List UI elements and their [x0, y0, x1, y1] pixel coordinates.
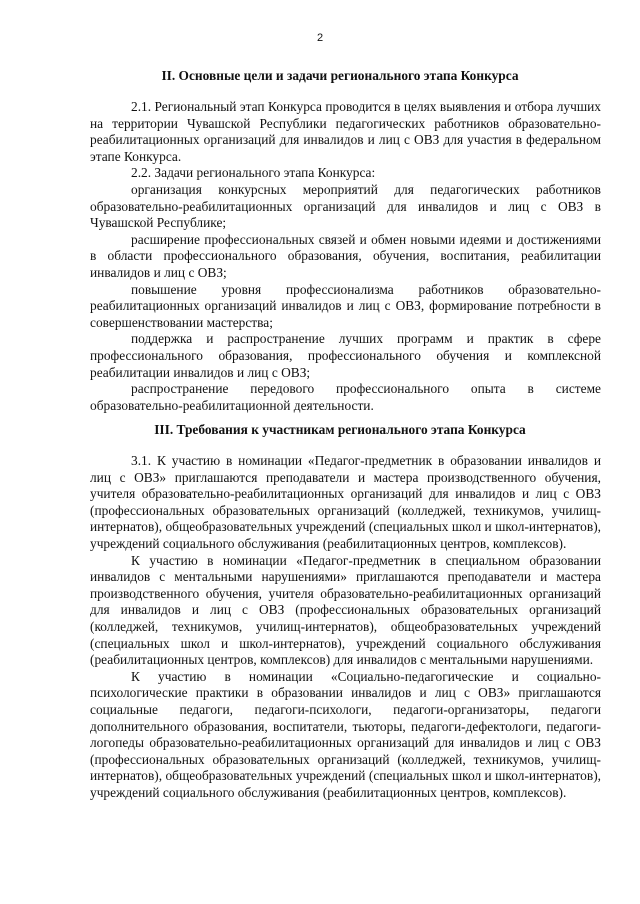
list-item: организация конкурсных мероприятий для педагогических работников образовательно-реабилитационных организаций для инвалидов и лиц с ОВЗ в Чувашской Республике;	[90, 181, 601, 231]
list-item: распространение передового профессионального опыта в системе образовательно-реабилитационной деятельности.	[90, 381, 601, 413]
paragraph: 3.1. К участию в номинации «Педагог-предметник в образовании инвалидов и лиц с ОВЗ» приглашаются преподаватели и мастера производственного обучения, учителя образовательно-реабилитационных организаций для инвалидов и лиц с ОВЗ (профессиональных образовательных организаций (колледжей, техникумов, училищ-интернатов), общеобразовательных учреждений (специальных школ и школ-интернатов), учреждений социального обслуживания (реабилитационных центров, комплексов).	[90, 453, 601, 551]
paragraph: 2.2. Задачи регионального этапа Конкурса:	[131, 165, 376, 181]
paragraph: К участию в номинации «Социально-педагогические и социально-психологические практики в образовании инвалидов и лиц с ОВЗ» приглашаются социальные педагоги, педагоги-психологи, педагоги-организаторы, педагоги дополнительного образования, воспитатели, тьюторы, педагоги-дефектологи, педагоги-логопеды образовательно-реабилитационных организаций для инвалидов и лиц с ОВЗ (профессиональных образовательных организаций (колледжей, техникумов, училищ-интернатов), общеобразовательных учреждений (специальных школ и школ-интернатов), учреждений социального обслуживания (реабилитационных центров, комплексов).	[90, 668, 601, 800]
page-number: 2	[316, 32, 324, 44]
section-2-heading: II. Основные цели и задачи регионального этапа Конкурса	[161, 68, 519, 83]
list-item: поддержка и распространение лучших программ и практик в сфере профессионального образования, профессионального обучения и комплексной реабилитации инвалидов и лиц с ОВЗ;	[90, 331, 601, 380]
section-3-body	[90, 453, 601, 801]
section-2-body	[90, 99, 601, 414]
list-item: повышение уровня профессионализма работников образовательно-реабилитационных организаций инвалидов и лиц с ОВЗ, формирование потребности в совершенствовании мастерства;	[90, 281, 601, 330]
paragraph: К участию в номинации «Педагог-предметник в специальном образовании инвалидов с ментальными нарушениями» приглашаются преподаватели и мастера производственного обучения, учителя образовательно-реабилитационных организаций для инвалидов и лиц с ОВЗ (профессиональных образовательных организаций (колледжей, техникумов, училищ-интернатов), общеобразовательных учреждений (специальных школ и школ-интернатов), учреждений социального обслуживания (реабилитационных центров, комплексов) для инвалидов с ментальными нарушениями.	[90, 552, 601, 668]
list-item: расширение профессиональных связей и обмен новыми идеями и достижениями в области профессионального образования, обучения, воспитания, реабилитации инвалидов и лиц с ОВЗ;	[90, 231, 601, 280]
section-3-heading: III. Требования к участникам регионального этапа Конкурса	[154, 422, 526, 437]
paragraph: 2.1. Региональный этап Конкурса проводится в целях выявления и отбора лучших на территории Чувашской Республики педагогических работников образовательно-реабилитационных организаций для инвалидов и лиц с ОВЗ для участия в федеральном этапе Конкурса.	[90, 99, 601, 164]
